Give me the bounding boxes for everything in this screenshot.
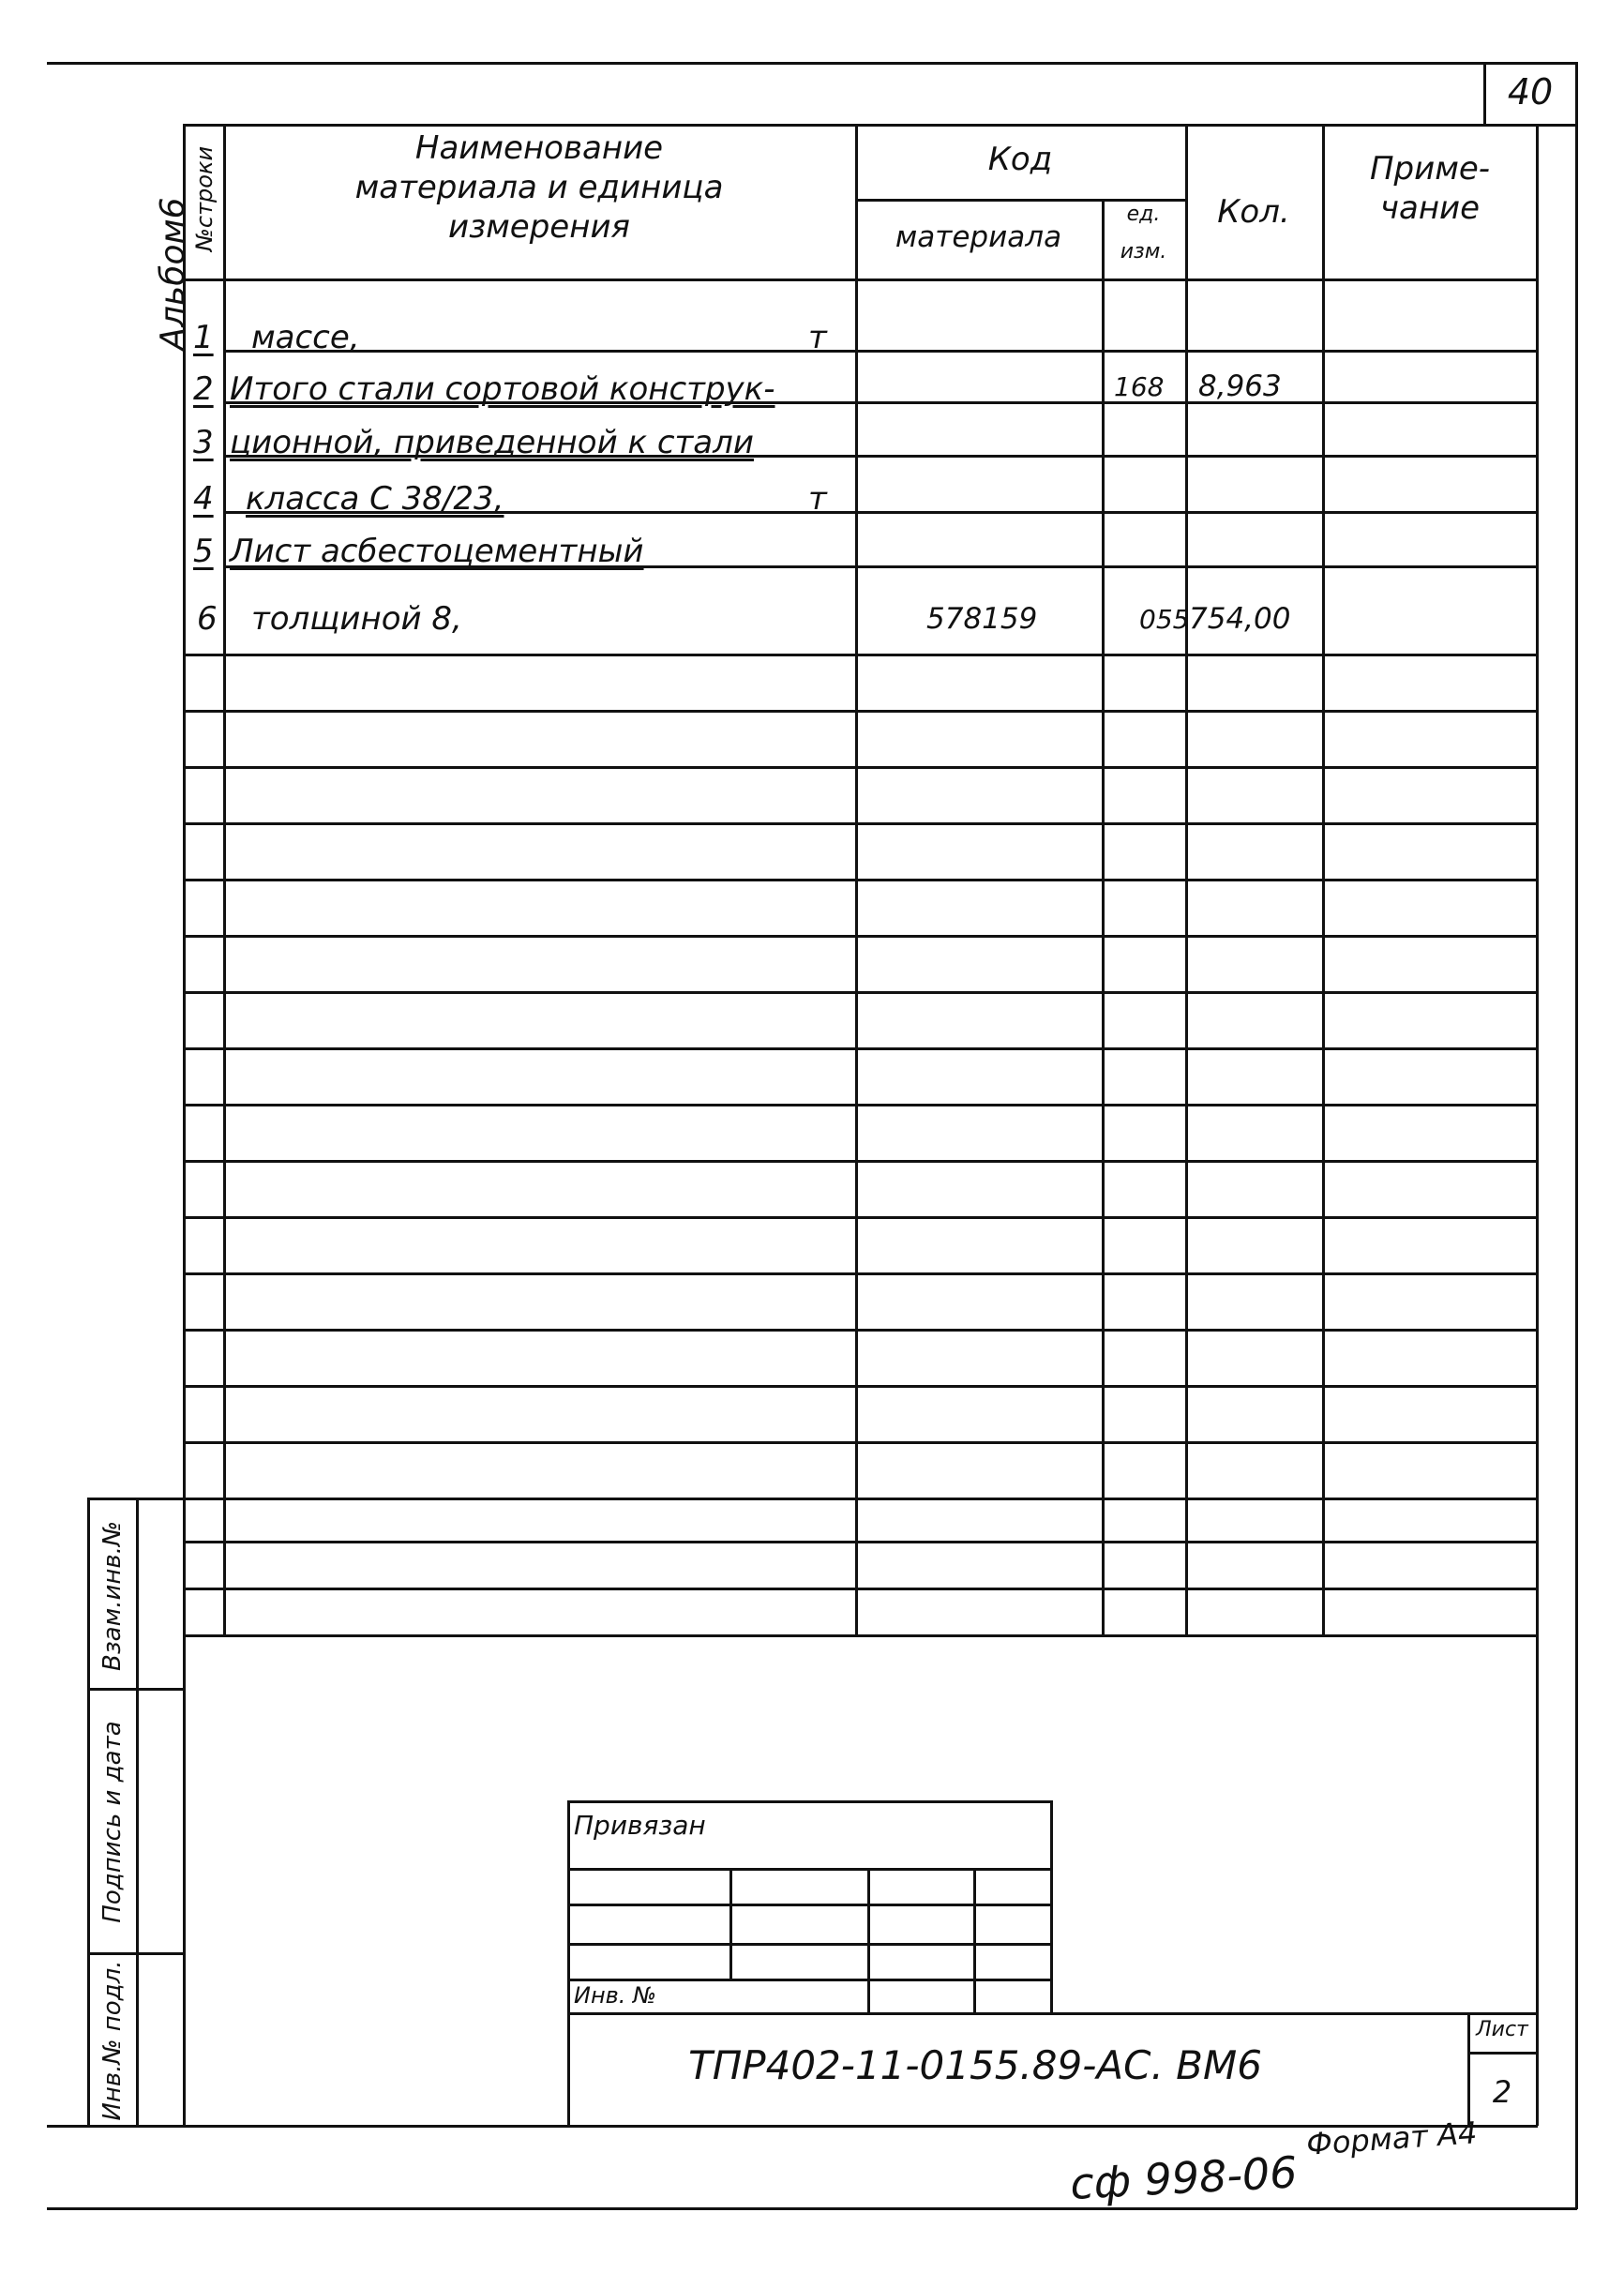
- title-privyazan: Привязан: [574, 1810, 706, 1841]
- row-name: Итого стали сортовой конструк-: [230, 370, 775, 408]
- table-header-mid-line: [855, 199, 1185, 202]
- row-line: [183, 1385, 1538, 1388]
- row-line: [183, 879, 1538, 881]
- album-label: Альбом6: [154, 197, 192, 351]
- row-name: класса С 38/23,: [246, 480, 504, 518]
- row-line: [183, 822, 1538, 825]
- row-line: [183, 935, 1538, 938]
- row-name: массе,: [251, 319, 360, 356]
- format-label: Формат А4: [1305, 2115, 1479, 2162]
- row-unit-suffix: т: [808, 319, 827, 356]
- header-note-1: Приме-: [1369, 150, 1491, 188]
- row-name: толщиной 8,: [251, 600, 462, 638]
- list-value: 2: [1492, 2074, 1512, 2110]
- header-note-2: чание: [1379, 189, 1481, 227]
- row-line: [183, 710, 1538, 713]
- row-number: 2: [193, 370, 214, 408]
- header-unit-2: изм.: [1120, 240, 1167, 263]
- sheet-number: 40: [1507, 71, 1554, 113]
- sheet-number-box-left: [1483, 62, 1486, 124]
- row-qty: 754,00: [1189, 602, 1291, 636]
- row-line: [183, 1329, 1538, 1332]
- right-edge-line: [1575, 62, 1578, 2209]
- row-qty: 8,963: [1198, 369, 1282, 403]
- header-code: Код: [987, 141, 1053, 178]
- row-line: [183, 1541, 1538, 1543]
- row-line: [183, 1216, 1538, 1219]
- top-border-line: [47, 62, 1575, 65]
- row-unit: 055: [1139, 604, 1190, 635]
- row-number: 6: [197, 600, 218, 638]
- row-line: [183, 1498, 1538, 1500]
- row-line: [183, 1047, 1538, 1050]
- title-left-line: [567, 1800, 570, 2126]
- list-label: Лист: [1476, 2018, 1528, 2041]
- title-row-line-3: [567, 1943, 1053, 1946]
- title-col-2: [867, 1868, 870, 2013]
- header-qty: Кол.: [1217, 193, 1290, 231]
- side-stamp-inv-podl: Инв.№ подл.: [98, 1960, 127, 2121]
- title-inv-no: Инв. №: [574, 1982, 657, 2009]
- title-top-line: [567, 1800, 1053, 1803]
- row-line: [183, 766, 1538, 769]
- row-line: [183, 1441, 1538, 1444]
- header-unit-1: ед.: [1126, 203, 1161, 226]
- header-row-no: №строки: [191, 145, 218, 252]
- row-number: 1: [193, 319, 214, 356]
- title-col-1: [729, 1868, 732, 1979]
- header-name-3: измерения: [447, 208, 631, 246]
- frame-left-line: [183, 124, 186, 2126]
- side-stamp-left-line: [87, 1498, 90, 2126]
- row-number: 4: [193, 480, 214, 518]
- title-col-3: [973, 1868, 976, 2013]
- list-box-mid: [1467, 2052, 1538, 2055]
- row-line: [183, 991, 1538, 994]
- title-row-line-4: [567, 1979, 1053, 1981]
- archive-number: сф 998-06: [1069, 2146, 1299, 2209]
- row-line: [183, 1104, 1538, 1106]
- table-header-bottom-line: [183, 278, 1538, 281]
- row-line: [183, 1272, 1538, 1275]
- row-line: [223, 350, 1536, 353]
- row-name: Лист асбестоцементный: [230, 533, 644, 570]
- side-stamp-podpis: Подпись и дата: [98, 1721, 127, 1923]
- header-name-1: Наименование: [414, 129, 664, 167]
- side-stamp-vzam: Взам.инв.№: [98, 1521, 127, 1671]
- table-bottom-line: [183, 1634, 1538, 1637]
- row-number: 3: [193, 424, 214, 461]
- document-code: ТПР402-11-0155.89-АС. ВМ6: [688, 2042, 1262, 2088]
- title-bottom-row-line: [567, 2012, 1538, 2015]
- row-unit: 168: [1114, 371, 1165, 402]
- side-stamp-mid-line: [136, 1498, 139, 2126]
- row-unit-suffix: т: [808, 480, 827, 518]
- row-number: 5: [193, 533, 214, 570]
- row-material: 578159: [926, 602, 1038, 636]
- header-name-2: материала и единица: [354, 169, 724, 206]
- frame-right-line: [1536, 124, 1539, 2126]
- row-line: [183, 1588, 1538, 1590]
- row-line: [183, 654, 1538, 656]
- header-material: материала: [895, 220, 1062, 254]
- row-line: [183, 1160, 1538, 1163]
- row-name: ционной, приведенной к стали: [230, 424, 754, 461]
- bottom-page-line: [47, 2207, 1577, 2210]
- top-frame-line: [183, 124, 1577, 127]
- title-row-line-1: [567, 1868, 1053, 1871]
- title-row-line-2: [567, 1904, 1053, 1906]
- col-material-right: [1102, 199, 1105, 1634]
